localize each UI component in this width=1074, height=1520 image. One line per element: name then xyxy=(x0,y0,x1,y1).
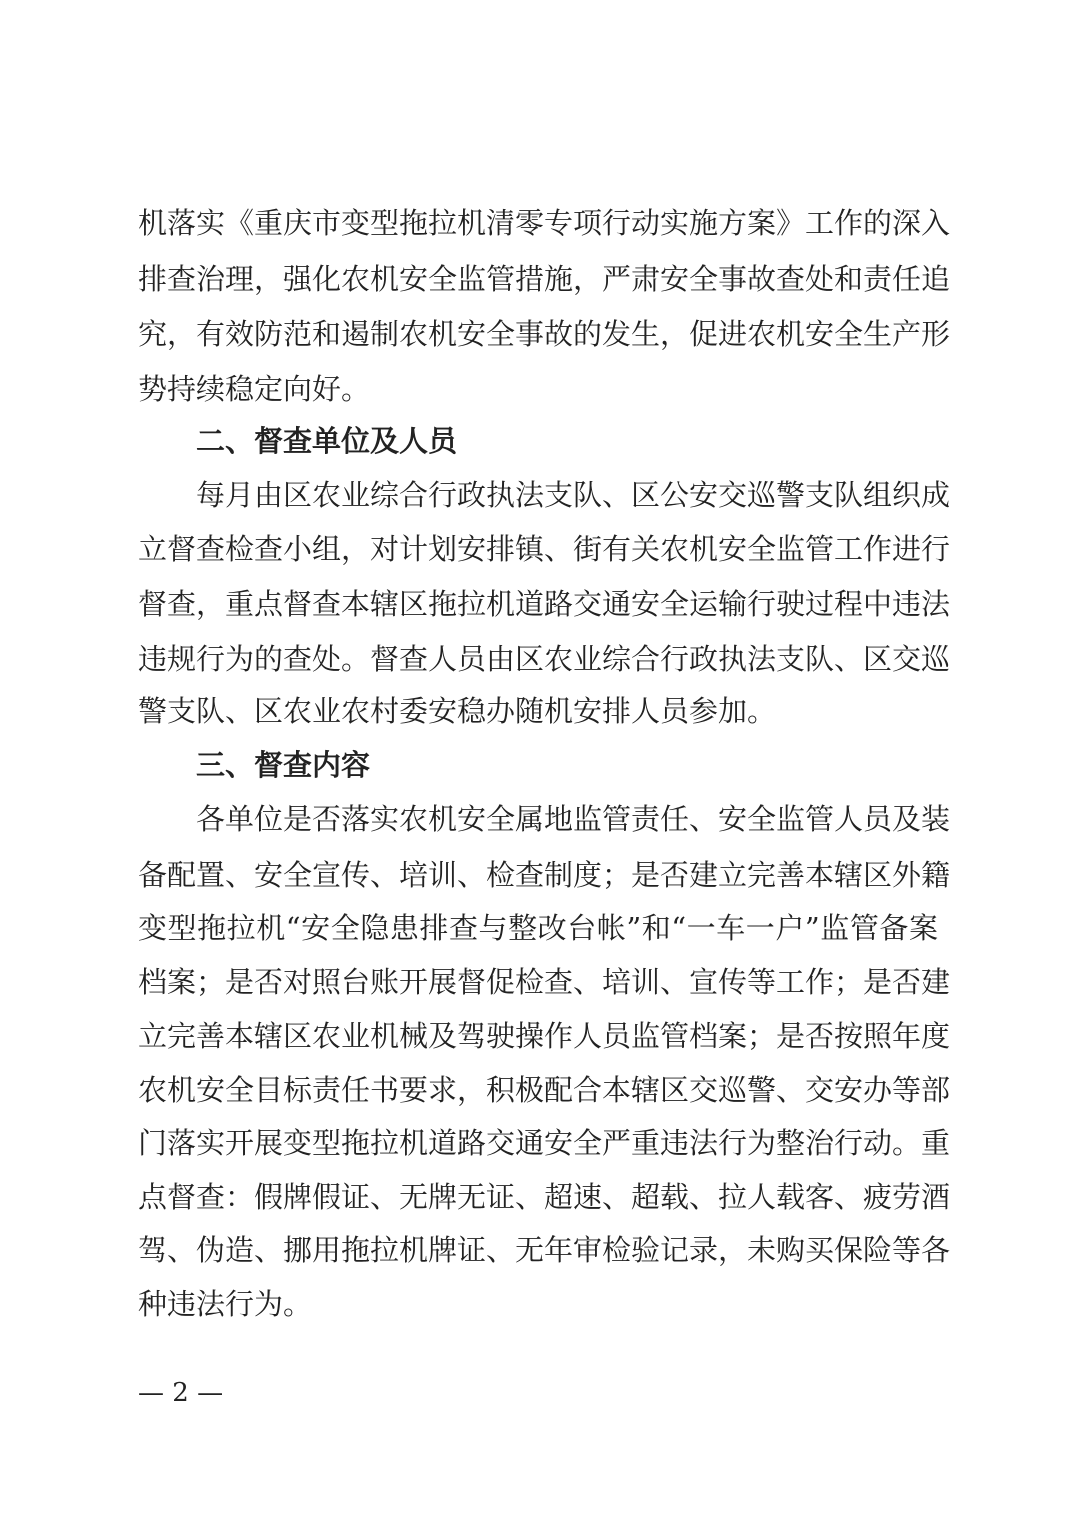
paragraph-line: 排查治理，强化农机安全监管措施，严肃安全事故查处和责任追 xyxy=(138,262,951,296)
paragraph-line: 警支队、区农业农村委安稳办随机安排人员参加。 xyxy=(138,694,777,728)
page-number: — 2 — xyxy=(138,1378,224,1408)
paragraph-line: 农机安全目标责任书要求，积极配合本辖区交巡警、交安办等部 xyxy=(138,1073,951,1107)
paragraph-line: 门落实开展变型拖拉机道路交通安全严重违法行为整治行动。重 xyxy=(138,1126,951,1160)
section-heading-2: 二、督查单位及人员 xyxy=(196,424,458,458)
paragraph-line: 立督查检查小组，对计划安排镇、街有关农机安全监管工作进行 xyxy=(138,532,951,566)
paragraph-line: 各单位是否落实农机安全属地监管责任、安全监管人员及装 xyxy=(196,802,951,836)
paragraph-line: 每月由区农业综合行政执法支队、区公安交巡警支队组织成 xyxy=(196,478,951,512)
paragraph-line: 种违法行为。 xyxy=(138,1287,313,1321)
paragraph-line: 点督查：假牌假证、无牌无证、超速、超载、拉人载客、疲劳酒 xyxy=(138,1180,951,1214)
paragraph-line: 违规行为的查处。督查人员由区农业综合行政执法支队、区交巡 xyxy=(138,642,951,676)
paragraph-line: 机落实《重庆市变型拖拉机清零专项行动实施方案》工作的深入 xyxy=(138,206,951,240)
paragraph-line: 档案；是否对照台账开展督促检查、培训、宣传等工作；是否建 xyxy=(138,965,951,999)
paragraph-line: 究，有效防范和遏制农机安全事故的发生，促进农机安全生产形 xyxy=(138,317,951,351)
paragraph-line: 变型拖拉机“安全隐患排查与整改台帐”和“一车一户”监管备案 xyxy=(138,911,938,945)
paragraph-line: 立完善本辖区农业机械及驾驶操作人员监管档案；是否按照年度 xyxy=(138,1019,951,1053)
paragraph-line: 势持续稳定向好。 xyxy=(138,372,371,406)
paragraph-line: 督查，重点督查本辖区拖拉机道路交通安全运输行驶过程中违法 xyxy=(138,587,951,621)
paragraph-line: 驾、伪造、挪用拖拉机牌证、无年审检验记录，未购买保险等各 xyxy=(138,1233,951,1267)
section-heading-3: 三、督查内容 xyxy=(196,748,371,782)
paragraph-line: 备配置、安全宣传、培训、检查制度；是否建立完善本辖区外籍 xyxy=(138,858,951,892)
